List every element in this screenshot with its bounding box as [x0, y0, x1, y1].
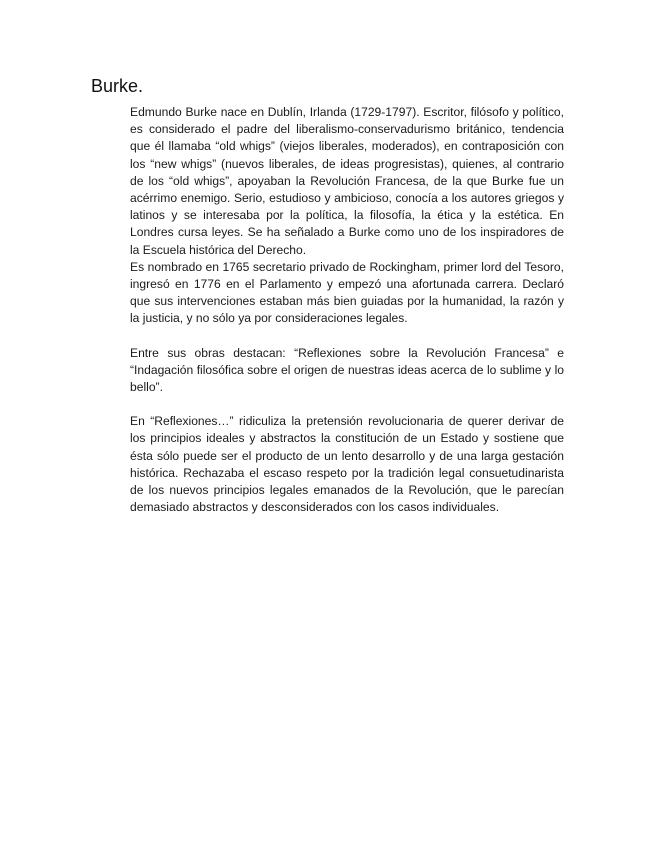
document-body — [130, 104, 564, 516]
paragraph-reflections: En “Reflexiones…” ridiculiza la pretensión revolucionaria de querer derivar de los principios ideales y abstractos la constitución de un Estado y sostiene que ésta sólo puede ser el producto de un lento desarrollo y de una larga gestación histórica. Rechazaba el escaso respeto por la tradición legal consuetudinarista de los nuevos principios legales emanados de la Revolución, que le parecían demasiado abstractos y desconsiderados con los casos individuales. — [130, 414, 564, 515]
paragraph-works: Entre sus obras destacan: “Reflexiones sobre la Revolución Francesa” e “Indagación filosófica sobre el origen de nuestras ideas acerca de lo sublime y lo bello”. — [130, 345, 564, 395]
page-title: Burke. — [91, 76, 144, 96]
paragraph-biography: Edmundo Burke nace en Dublín, Irlanda (1729-1797). Escritor, filósofo y político, es considerado el padre del liberalismo-conservadurismo británico, tendencia que él llamaba “old whigs” (viejos liberales, moderados), en contraposición con los “new whigs” (nuevos liberales, de ideas progresistas), quienes, al contrario de los “old whigs”, apoyaban la Revolución Francesa, de la que Burke fue un acérrimo enemigo. Serio, estudioso y ambicioso, conocía a los autores griegos y latinos y se interesaba por la política, la filosofía, la ética y la estética. En Londres cursa leyes. Se ha señalado a Burke como uno de los inspiradores de la Escuela histórica del Derecho. — [130, 105, 564, 257]
paragraph-career: Es nombrado en 1765 secretario privado de Rockingham, primer lord del Tesoro, ingresó en 1776 en el Parlamento y empezó una afortunada carrera. Declaró que sus intervenciones estaban más bien guiadas por la humanidad, la razón y la justicia, y no sólo ya por consideraciones legales. — [130, 259, 564, 326]
